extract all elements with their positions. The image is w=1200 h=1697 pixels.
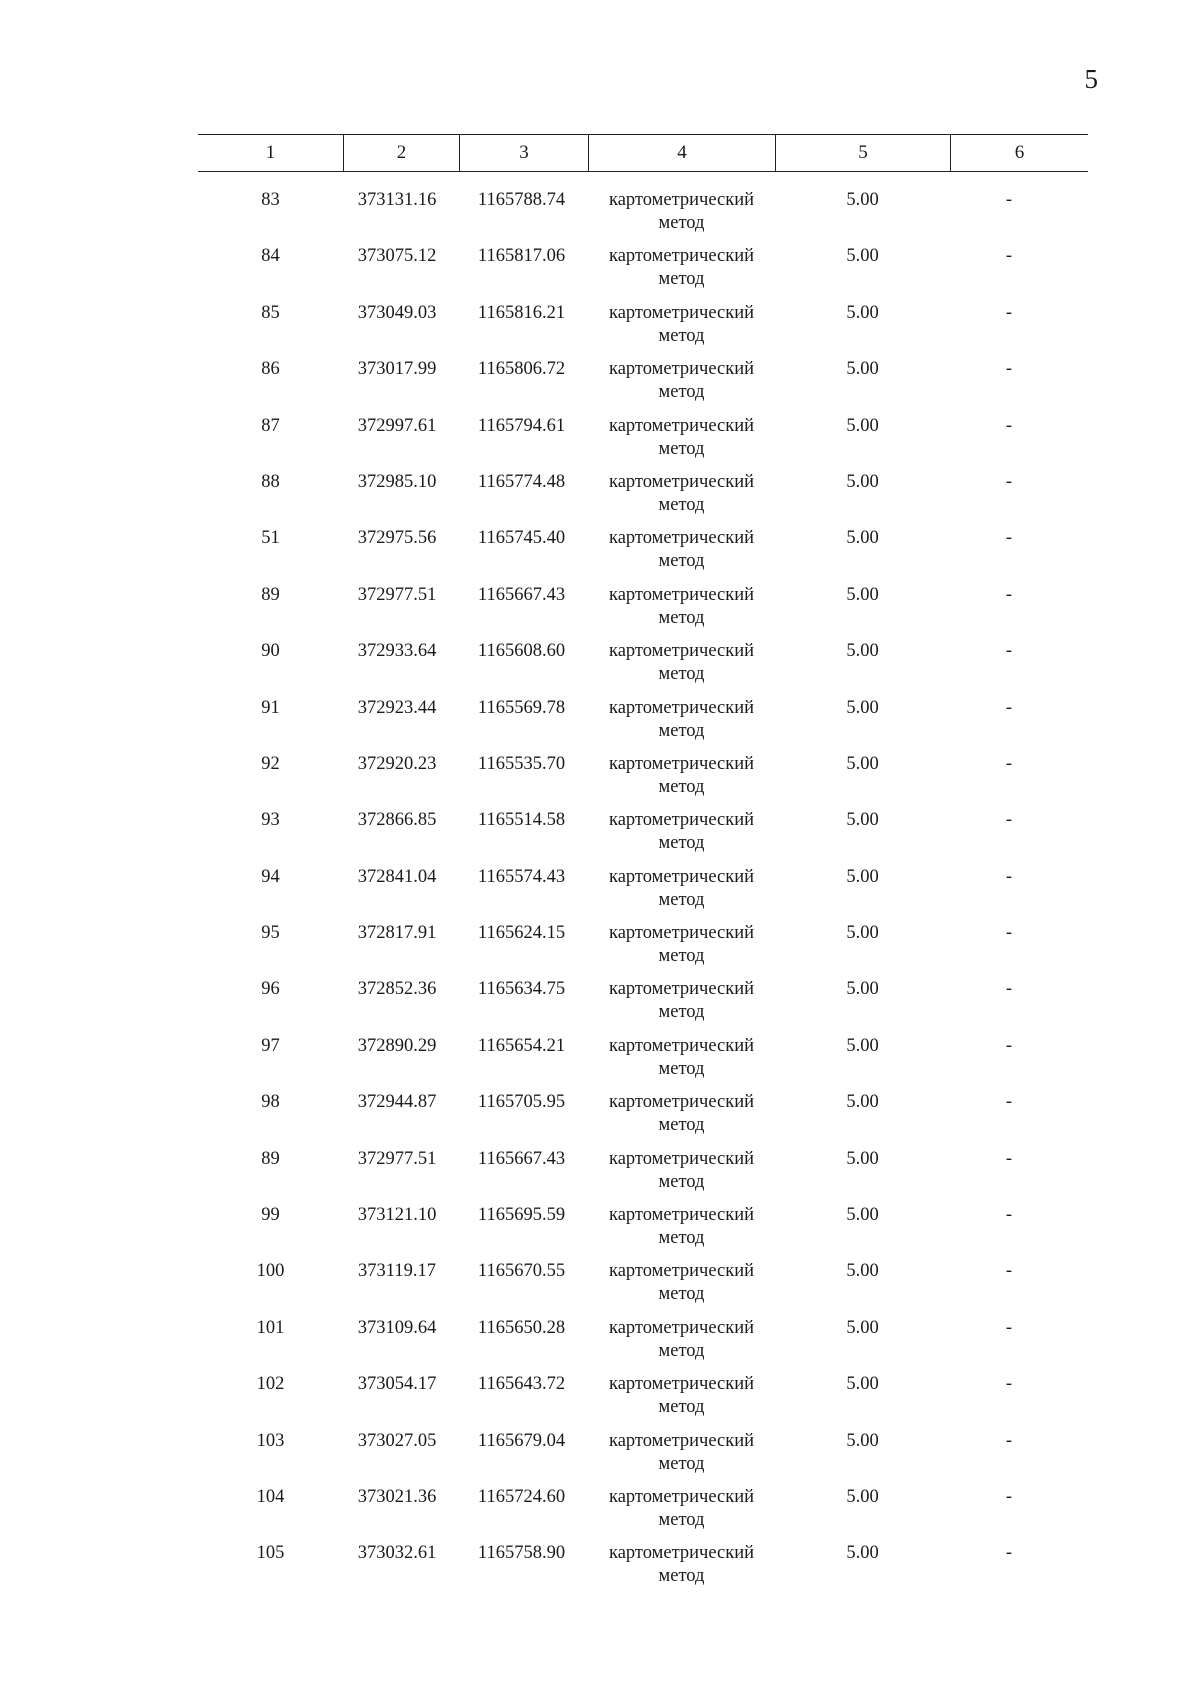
method-cell (588, 1260, 775, 1316)
table-row (198, 471, 1088, 527)
accuracy-cell: 5.00 (846, 528, 879, 549)
column-header-5: 5 (775, 135, 950, 171)
x-coordinate-cell: 372977.51 (357, 1148, 437, 1169)
method-line-1: картометрический (608, 1035, 755, 1056)
point-number-cell: 51 (261, 528, 280, 549)
x-coordinate-cell: 372920.23 (357, 753, 437, 774)
point-number-cell: 87 (261, 415, 280, 436)
point-number-cell: 101 (256, 1317, 285, 1338)
method-line-1: картометрический (608, 697, 755, 718)
accuracy-cell: 5.00 (846, 810, 879, 831)
note-cell: - (1005, 1486, 1013, 1507)
x-coordinate-cell: 373121.10 (357, 1205, 437, 1226)
note-cell: - (1005, 697, 1013, 718)
accuracy-cell: 5.00 (846, 697, 879, 718)
point-number-cell: 95 (261, 923, 280, 944)
column-header-3: 3 (459, 135, 588, 171)
method-line-2: метод (658, 1284, 705, 1305)
y-coordinate-cell: 1165816.21 (477, 302, 566, 323)
method-cell (588, 471, 775, 527)
table-row (198, 1035, 1088, 1091)
x-coordinate-cell: 373119.17 (358, 1261, 436, 1282)
note-cell: - (1005, 302, 1013, 323)
x-coordinate-cell: 373027.05 (357, 1430, 437, 1451)
y-coordinate-cell: 1165705.95 (477, 1092, 566, 1113)
accuracy-cell: 5.00 (846, 584, 879, 605)
x-coordinate-cell: 373075.12 (357, 246, 437, 267)
method-line-1: картометрический (608, 415, 755, 436)
method-line-1: картометрический (608, 1486, 755, 1507)
accuracy-cell: 5.00 (846, 923, 879, 944)
y-coordinate-cell: 1165695.59 (477, 1205, 566, 1226)
accuracy-cell: 5.00 (846, 979, 879, 1000)
y-coordinate-cell: 1165679.04 (477, 1430, 566, 1451)
table-row (198, 1091, 1088, 1147)
method-cell (588, 527, 775, 583)
method-line-2: метод (658, 494, 705, 515)
method-cell (588, 978, 775, 1034)
note-cell: - (1005, 1261, 1013, 1282)
y-coordinate-cell: 1165574.43 (477, 866, 566, 887)
y-coordinate-cell: 1165650.28 (477, 1317, 566, 1338)
accuracy-cell: 5.00 (846, 1148, 879, 1169)
accuracy-cell: 5.00 (846, 1092, 879, 1113)
accuracy-cell: 5.00 (846, 1035, 879, 1056)
method-cell (588, 1373, 775, 1429)
table-row (198, 584, 1088, 640)
note-cell: - (1005, 246, 1013, 267)
method-cell (588, 1091, 775, 1147)
method-cell (588, 809, 775, 865)
method-line-2: метод (658, 551, 705, 572)
method-line-2: метод (658, 1058, 705, 1079)
note-cell: - (1005, 415, 1013, 436)
method-line-2: метод (658, 833, 705, 854)
note-cell: - (1005, 810, 1013, 831)
table-row (198, 1148, 1088, 1204)
point-number-cell: 84 (261, 246, 280, 267)
x-coordinate-cell: 372944.87 (357, 1092, 437, 1113)
method-cell (588, 697, 775, 753)
note-cell: - (1005, 359, 1013, 380)
method-line-2: метод (658, 889, 705, 910)
method-line-2: метод (658, 664, 705, 685)
note-cell: - (1005, 1430, 1013, 1451)
x-coordinate-cell: 373032.61 (357, 1543, 437, 1564)
y-coordinate-cell: 1165670.55 (477, 1261, 566, 1282)
x-coordinate-cell: 373021.36 (357, 1486, 437, 1507)
note-cell: - (1005, 1092, 1013, 1113)
note-cell: - (1005, 1035, 1013, 1056)
method-line-2: метод (658, 1002, 705, 1023)
method-line-1: картометрический (608, 1317, 755, 1338)
accuracy-cell: 5.00 (846, 471, 879, 492)
accuracy-cell: 5.00 (846, 246, 879, 267)
x-coordinate-cell: 373109.64 (357, 1317, 437, 1338)
method-line-2: метод (658, 1397, 705, 1418)
note-cell: - (1005, 584, 1013, 605)
y-coordinate-cell: 1165624.15 (477, 923, 566, 944)
point-number-cell: 96 (261, 979, 280, 1000)
accuracy-cell: 5.00 (846, 866, 879, 887)
method-line-2: метод (658, 382, 705, 403)
table-row (198, 302, 1088, 358)
method-line-2: метод (658, 1509, 705, 1530)
point-number-cell: 90 (261, 641, 280, 662)
note-cell: - (1005, 923, 1013, 944)
table-row (198, 189, 1088, 245)
table-row (198, 527, 1088, 583)
point-number-cell: 85 (261, 302, 280, 323)
method-cell (588, 1204, 775, 1260)
y-coordinate-cell: 1165514.58 (477, 810, 566, 831)
point-number-cell: 86 (261, 359, 280, 380)
note-cell: - (1005, 190, 1013, 210)
x-coordinate-cell: 372890.29 (357, 1035, 437, 1056)
y-coordinate-cell: 1165788.74 (477, 190, 566, 210)
table-row (198, 1260, 1088, 1316)
method-line-2: метод (658, 1453, 705, 1474)
method-line-1: картометрический (608, 528, 755, 549)
table-row (198, 697, 1088, 753)
method-line-2: метод (658, 946, 705, 967)
accuracy-cell: 5.00 (846, 1317, 879, 1338)
method-cell (588, 1542, 775, 1598)
point-number-cell: 88 (261, 471, 280, 492)
x-coordinate-cell: 372933.64 (357, 641, 437, 662)
method-line-1: картометрический (608, 810, 755, 831)
note-cell: - (1005, 866, 1013, 887)
x-coordinate-cell: 373054.17 (357, 1374, 437, 1395)
column-header-1: 1 (265, 142, 276, 163)
note-cell: - (1005, 1317, 1013, 1338)
accuracy-cell: 5.00 (846, 753, 879, 774)
x-coordinate-cell: 372975.56 (357, 528, 437, 549)
table-row (198, 978, 1088, 1034)
y-coordinate-cell: 1165634.75 (477, 979, 566, 1000)
table-row (198, 640, 1088, 696)
method-line-1: картометрический (608, 359, 755, 380)
accuracy-cell: 5.00 (846, 1430, 879, 1451)
note-cell: - (1005, 1148, 1013, 1169)
method-line-1: картометрический (608, 1205, 755, 1226)
x-coordinate-cell: 372852.36 (357, 979, 437, 1000)
accuracy-cell: 5.00 (846, 190, 879, 210)
coordinates-table (198, 134, 1088, 1599)
note-cell: - (1005, 1374, 1013, 1395)
y-coordinate-cell: 1165569.78 (477, 697, 566, 718)
point-number-cell: 97 (261, 1035, 280, 1056)
method-line-1: картометрический (608, 1148, 755, 1169)
note-cell: - (1005, 528, 1013, 549)
method-line-2: метод (658, 1228, 705, 1249)
accuracy-cell: 5.00 (846, 1205, 879, 1226)
accuracy-cell: 5.00 (846, 415, 879, 436)
table-row (198, 809, 1088, 865)
method-line-1: картометрический (608, 190, 755, 210)
y-coordinate-cell: 1165667.43 (477, 584, 566, 605)
table-row (198, 358, 1088, 414)
point-number-cell: 89 (261, 584, 280, 605)
y-coordinate-cell: 1165745.40 (477, 528, 566, 549)
point-number-cell: 93 (261, 810, 280, 831)
method-cell (588, 415, 775, 471)
point-number-cell: 102 (256, 1374, 285, 1395)
method-cell (588, 640, 775, 696)
method-line-1: картометрический (608, 1261, 755, 1282)
method-cell (588, 1486, 775, 1542)
method-line-2: метод (658, 776, 705, 797)
method-line-1: картометрический (608, 979, 755, 1000)
method-line-1: картометрический (608, 866, 755, 887)
y-coordinate-cell: 1165774.48 (477, 471, 566, 492)
method-line-1: картометрический (608, 753, 755, 774)
method-line-1: картометрический (608, 1543, 755, 1564)
method-line-1: картометрический (608, 641, 755, 662)
column-header-6: 6 (950, 135, 1088, 171)
accuracy-cell: 5.00 (846, 302, 879, 323)
method-line-2: метод (658, 1566, 705, 1587)
method-line-2: метод (658, 438, 705, 459)
method-line-2: метод (658, 213, 705, 233)
table-row (198, 922, 1088, 978)
method-line-1: картометрический (608, 1092, 755, 1113)
accuracy-cell: 5.00 (846, 359, 879, 380)
method-line-1: картометрический (608, 246, 755, 267)
method-line-2: метод (658, 720, 705, 741)
note-cell: - (1005, 753, 1013, 774)
method-line-2: метод (658, 607, 705, 628)
method-line-2: метод (658, 1171, 705, 1192)
method-cell (588, 245, 775, 301)
x-coordinate-cell: 373049.03 (357, 302, 437, 323)
table-row (198, 1486, 1088, 1542)
note-cell: - (1005, 641, 1013, 662)
method-line-1: картометрический (608, 471, 755, 492)
method-cell (588, 753, 775, 809)
x-coordinate-cell: 372985.10 (357, 471, 437, 492)
method-cell (588, 1035, 775, 1091)
point-number-cell: 89 (261, 1148, 280, 1169)
table-row (198, 1373, 1088, 1429)
method-cell (588, 302, 775, 358)
method-line-1: картометрический (608, 923, 755, 944)
point-number-cell: 103 (256, 1430, 285, 1451)
method-line-1: картометрический (608, 302, 755, 323)
table-header (198, 134, 1088, 172)
point-number-cell: 94 (261, 866, 280, 887)
x-coordinate-cell: 372866.85 (357, 810, 437, 831)
note-cell: - (1005, 1205, 1013, 1226)
y-coordinate-cell: 1165654.21 (477, 1035, 566, 1056)
point-number-cell: 99 (261, 1205, 280, 1226)
y-coordinate-cell: 1165817.06 (477, 246, 566, 267)
note-cell: - (1005, 471, 1013, 492)
x-coordinate-cell: 372997.61 (357, 415, 437, 436)
method-line-2: метод (658, 325, 705, 346)
y-coordinate-cell: 1165643.72 (477, 1374, 566, 1395)
point-number-cell: 104 (256, 1486, 285, 1507)
method-line-1: картометрический (608, 584, 755, 605)
point-number-cell: 105 (256, 1543, 285, 1564)
method-cell (588, 584, 775, 640)
note-cell: - (1005, 979, 1013, 1000)
table-row (198, 245, 1088, 301)
table-row (198, 415, 1088, 471)
table-row (198, 753, 1088, 809)
accuracy-cell: 5.00 (846, 1486, 879, 1507)
table-row (198, 866, 1088, 922)
method-cell (588, 358, 775, 414)
x-coordinate-cell: 372923.44 (357, 697, 437, 718)
method-line-2: метод (658, 269, 705, 290)
point-number-cell: 98 (261, 1092, 280, 1113)
method-cell (588, 866, 775, 922)
method-line-1: картометрический (608, 1430, 755, 1451)
y-coordinate-cell: 1165758.90 (477, 1543, 566, 1564)
x-coordinate-cell: 373131.16 (357, 190, 437, 210)
point-number-cell: 100 (256, 1261, 285, 1282)
y-coordinate-cell: 1165806.72 (477, 359, 566, 380)
method-cell (588, 922, 775, 978)
column-header-2: 2 (343, 135, 459, 171)
x-coordinate-cell: 373017.99 (357, 359, 437, 380)
x-coordinate-cell: 372817.91 (357, 923, 437, 944)
y-coordinate-cell: 1165794.61 (477, 415, 566, 436)
x-coordinate-cell: 372977.51 (357, 584, 437, 605)
method-cell (588, 189, 775, 245)
method-line-2: метод (658, 1115, 705, 1136)
x-coordinate-cell: 372841.04 (357, 866, 437, 887)
y-coordinate-cell: 1165667.43 (477, 1148, 566, 1169)
y-coordinate-cell: 1165724.60 (477, 1486, 566, 1507)
column-header-4: 4 (588, 135, 775, 171)
table-row (198, 1204, 1088, 1260)
table-row (198, 1542, 1088, 1598)
method-cell (588, 1430, 775, 1486)
point-number-cell: 92 (261, 753, 280, 774)
accuracy-cell: 5.00 (846, 641, 879, 662)
point-number-cell: 91 (261, 697, 280, 718)
method-cell (588, 1148, 775, 1204)
table-row (198, 1430, 1088, 1486)
method-line-1: картометрический (608, 1374, 755, 1395)
y-coordinate-cell: 1165535.70 (477, 753, 566, 774)
page-number: 5 (1084, 64, 1098, 94)
method-cell (588, 1317, 775, 1373)
note-cell: - (1005, 1543, 1013, 1564)
point-number-cell: 83 (261, 190, 280, 210)
method-line-2: метод (658, 1340, 705, 1361)
accuracy-cell: 5.00 (846, 1374, 879, 1395)
table-body (198, 189, 1088, 1599)
table-row (198, 1317, 1088, 1373)
y-coordinate-cell: 1165608.60 (477, 641, 566, 662)
accuracy-cell: 5.00 (846, 1261, 879, 1282)
accuracy-cell: 5.00 (846, 1543, 879, 1564)
